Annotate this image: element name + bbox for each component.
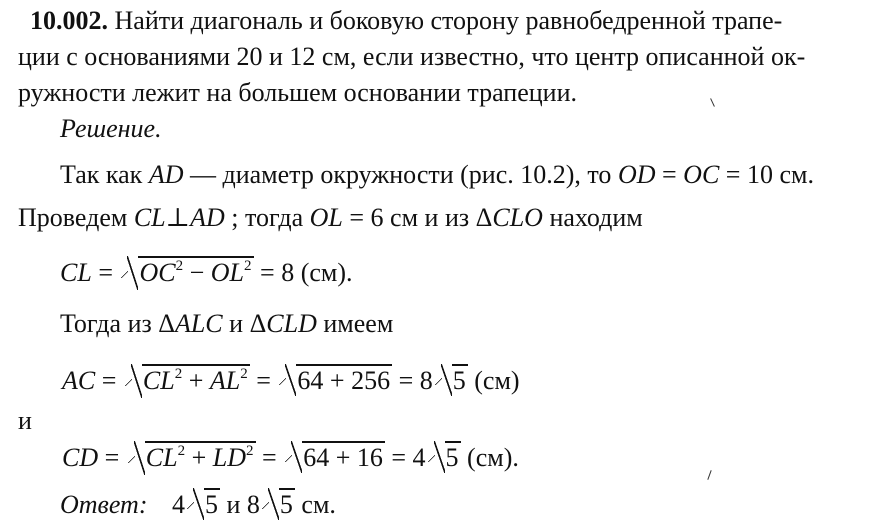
para1-text-2: — диаметр окружности (рис. 10.2), то: [183, 160, 618, 189]
answer-unit: см.: [294, 490, 336, 519]
sqrt-symbol: [428, 441, 461, 473]
formula-ac-exp-1: 2: [174, 366, 183, 382]
para2-text-4: находим: [542, 203, 643, 232]
formula-ac-root: 5: [452, 366, 466, 395]
problem-line-3: [18, 78, 577, 108]
answer-label: Ответ:: [60, 490, 148, 519]
problem-line-1: [30, 6, 782, 36]
formula-cl-exp-1: 2: [175, 258, 184, 274]
conjunction-and: и: [18, 406, 32, 435]
para2-text-3: = 6 см и из Δ: [342, 203, 493, 232]
formula-ac-unit: (см): [467, 366, 520, 395]
para1-text-3: =: [655, 160, 684, 189]
paragraph-2: [18, 203, 643, 233]
sqrt-symbol: [285, 441, 385, 473]
formula-cd-equals-1: =: [98, 443, 126, 472]
formula-cd-cl: CL: [145, 443, 178, 472]
para2-text-1: Проведем: [18, 203, 134, 232]
para2-math-ol: OL: [309, 203, 343, 232]
formula-cl-exp-2: 2: [244, 258, 252, 274]
sqrt-symbol: [279, 364, 392, 396]
para1-math-oc: OC: [683, 160, 720, 189]
formula-ac: [62, 364, 520, 398]
formula-cd-lhs: CD: [62, 443, 99, 472]
formula-cd: [62, 441, 519, 475]
formula-ac-lhs: AC: [62, 366, 96, 395]
formula-cd-coef: = 4: [384, 443, 426, 472]
scan-speck: [710, 98, 715, 107]
paragraph-3: [60, 309, 393, 339]
formula-cd-exp-2: 2: [246, 443, 254, 459]
paragraph-1: [60, 160, 814, 190]
formula-ac-radicand: 64 + 256: [297, 366, 391, 395]
formula-cd-equals-2: =: [255, 443, 284, 472]
formula-cl-result: = 8 (см).: [253, 258, 353, 287]
problem-line-2: [18, 42, 805, 72]
formula-ac-equals-2: =: [249, 366, 278, 395]
formula-ac-equals-1: =: [95, 366, 123, 395]
formula-cd-root: 5: [445, 443, 459, 472]
answer-root-1: 5: [204, 490, 218, 519]
problem-number: 10.002.: [30, 6, 108, 35]
scan-speck: [707, 470, 711, 480]
para3-math-alc: ALC: [174, 309, 223, 338]
problem-text-2: ции с основаниями 20 и 12 см, если известно, что центр описанной ок-: [18, 42, 806, 71]
sqrt-symbol: [125, 364, 250, 398]
formula-ac-coef: = 8: [392, 366, 433, 395]
formula-ac-plus: +: [182, 366, 210, 395]
para1-math-ad: AD: [148, 160, 184, 189]
answer-line: [60, 488, 336, 520]
formula-cd-exp-1: 2: [177, 443, 186, 459]
answer-and: и 8: [219, 490, 260, 519]
para2-text-2: ; тогда: [224, 203, 310, 232]
formula-cl-equals: =: [91, 258, 120, 287]
para1-math-od: OD: [617, 160, 656, 189]
formula-cl-lhs: CL: [60, 258, 92, 287]
formula-cd-ld: LD: [212, 443, 247, 472]
sqrt-symbol: [262, 488, 295, 520]
formula-ac-exp-2: 2: [240, 366, 248, 382]
sqrt-symbol: [435, 364, 468, 396]
sqrt-symbol: [121, 256, 253, 290]
formula-ac-cl: CL: [142, 366, 175, 395]
sqrt-symbol: [187, 488, 220, 520]
formula-ac-al: AL: [209, 366, 241, 395]
answer-coef-1: 4: [171, 490, 185, 519]
para2-math-perp: CL⊥AD: [133, 203, 225, 232]
para3-text-1: Тогда из Δ: [60, 309, 175, 338]
formula-cl-oc: OC: [139, 258, 176, 287]
problem-text-3: ружности лежит на большем основании трапеции.: [18, 78, 577, 107]
para3-text-3: имеем: [316, 309, 394, 338]
formula-cl-minus: −: [183, 258, 211, 287]
solution-heading: Решение.: [60, 114, 162, 143]
para1-text-4: = 10 см.: [719, 160, 814, 189]
formula-cd-plus: +: [185, 443, 213, 472]
para3-math-cld: CLD: [266, 309, 317, 338]
formula-cd-radicand: 64 + 16: [303, 443, 383, 472]
formula-cl: [60, 256, 353, 290]
sqrt-symbol: [128, 441, 256, 475]
para3-text-2: и Δ: [222, 309, 267, 338]
answer-root-2: 5: [279, 490, 293, 519]
problem-text-1: Найти диагональ и боковую сторону равнобедренной трапе-: [114, 6, 783, 35]
formula-cd-unit: (см).: [460, 443, 519, 472]
formula-cl-ol: OL: [210, 258, 245, 287]
para1-text-1: Так как: [60, 160, 149, 189]
para2-math-clo: CLO: [492, 203, 543, 232]
